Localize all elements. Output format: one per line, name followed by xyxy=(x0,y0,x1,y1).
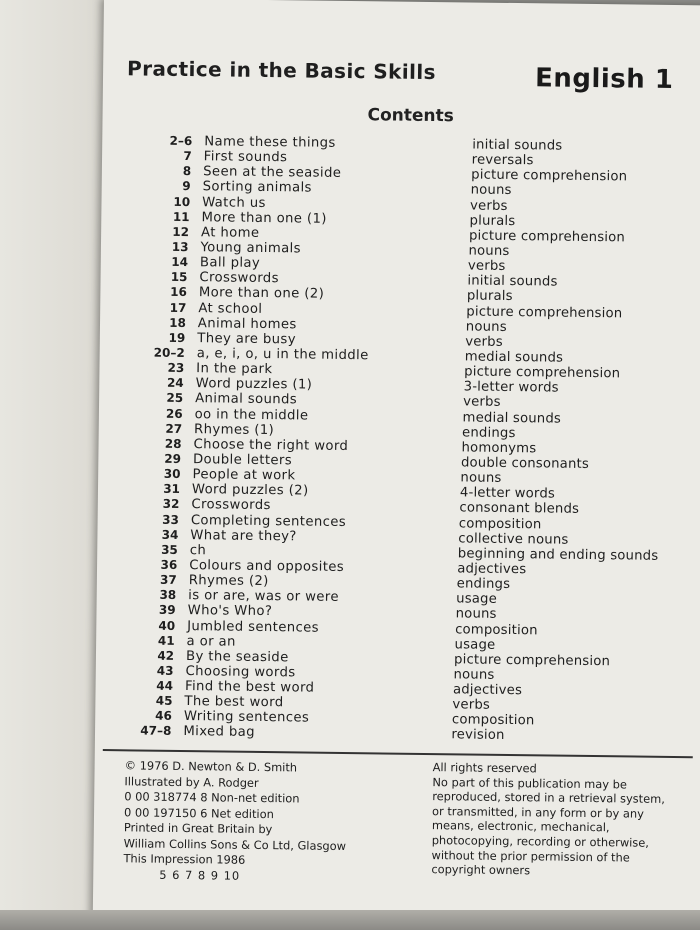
toc-page: 15 xyxy=(170,270,188,285)
toc-title: Animal sounds xyxy=(195,391,298,408)
publication-line: Illustrated by A. Rodger xyxy=(124,773,259,790)
toc-skill: collective nouns xyxy=(458,531,569,548)
toc-title: Crosswords xyxy=(199,270,279,287)
toc-page: 40 xyxy=(158,618,176,633)
toc-skill: medial sounds xyxy=(464,349,564,366)
toc-skill: medial sounds xyxy=(462,409,562,427)
copyright-line: or transmitted, in any form or by any xyxy=(432,803,644,821)
toc-title: Who's Who? xyxy=(187,603,273,620)
toc-skill: adjectives xyxy=(452,682,523,699)
toc-page: 9 xyxy=(182,179,191,194)
toc-title: Completing sentences xyxy=(190,512,347,530)
toc-skill: picture comprehension xyxy=(453,652,611,670)
toc-title: Double letters xyxy=(192,452,293,469)
toc-skill: picture comprehension xyxy=(466,303,623,321)
toc-skill: reversals xyxy=(471,152,534,169)
toc-page: 16 xyxy=(170,285,187,300)
publication-line: This Impression 1986 xyxy=(123,851,246,867)
toc-skill: composition xyxy=(455,621,538,638)
toc-page: 23 xyxy=(167,360,185,376)
toc-page: 11 xyxy=(172,209,190,224)
toc-skill: nouns xyxy=(453,667,495,683)
toc-page: 31 xyxy=(163,481,181,497)
page-edge-shadow xyxy=(0,910,700,930)
toc-title: Crosswords xyxy=(191,497,271,514)
toc-page: 41 xyxy=(157,633,175,648)
toc-page: 39 xyxy=(158,603,176,618)
toc-skill: adjectives xyxy=(457,561,527,578)
toc-title: At home xyxy=(200,225,260,241)
toc-title: Mixed bag xyxy=(183,724,256,741)
toc-page: 12 xyxy=(172,224,190,239)
toc-page: 10 xyxy=(173,194,191,209)
toc-title: ch xyxy=(189,542,207,559)
divider-rule xyxy=(103,749,693,758)
toc-title: Word puzzles (1) xyxy=(195,376,313,393)
toc-page: 14 xyxy=(171,254,189,270)
publication-line: 5 6 7 8 9 10 xyxy=(159,867,241,883)
toc-title: Animal homes xyxy=(197,315,297,333)
toc-skill: endings xyxy=(456,576,511,593)
toc-skill: consonant blends xyxy=(459,500,580,518)
toc-skill: composition xyxy=(458,515,542,532)
toc-title: Writing sentences xyxy=(183,709,310,726)
toc-title: Watch us xyxy=(202,194,266,211)
toc-skill: picture comprehension xyxy=(464,364,621,382)
toc-title: Colours and opposites xyxy=(189,558,345,575)
toc-page: 29 xyxy=(164,451,182,466)
toc-page: 17 xyxy=(169,300,187,315)
toc-skill: usage xyxy=(454,636,496,653)
toc-title: First sounds xyxy=(203,149,288,166)
toc-skill: verbs xyxy=(463,394,501,411)
toc-title: More than one (1) xyxy=(201,209,327,227)
toc-skill: revision xyxy=(451,727,505,744)
toc-page: 7 xyxy=(183,149,192,164)
book-title: Practice in the Basic Skills xyxy=(126,56,437,85)
copyright-line: reproduced, stored in a retrieval system, xyxy=(432,789,665,807)
copyright-notice xyxy=(431,760,688,880)
contents-page xyxy=(93,0,700,928)
publication-line: Printed in Great Britain by xyxy=(123,820,273,837)
toc-page: 32 xyxy=(162,497,180,512)
table-of-contents xyxy=(140,133,672,746)
toc-skill: 3-letter words xyxy=(463,379,559,396)
toc-title: At school xyxy=(198,300,263,317)
toc-page: 42 xyxy=(157,648,175,663)
toc-page: 37 xyxy=(159,572,177,588)
copyright-line: means, electronic, mechanical, xyxy=(431,818,610,835)
toc-page: 18 xyxy=(169,315,186,330)
toc-page: 34 xyxy=(161,527,179,542)
toc-page: 19 xyxy=(168,330,186,345)
toc-page: 26 xyxy=(165,406,183,421)
toc-title: What are they? xyxy=(190,527,297,545)
toc-title: By the seaside xyxy=(185,648,289,666)
toc-skill: double consonants xyxy=(460,455,590,472)
toc-page: 24 xyxy=(166,376,184,391)
copyright-line: All rights reserved xyxy=(432,760,537,776)
toc-page: 25 xyxy=(166,391,184,406)
toc-skill: beginning and ending sounds xyxy=(457,546,659,564)
toc-page: 44 xyxy=(156,678,174,693)
toc-title: Choose the right word xyxy=(193,436,349,454)
toc-title: Jumbled sentences xyxy=(187,618,320,636)
toc-page: 27 xyxy=(165,421,183,436)
toc-title: Sorting animals xyxy=(202,179,312,196)
toc-title: Rhymes (1) xyxy=(194,421,275,438)
toc-skill: nouns xyxy=(455,606,497,623)
toc-skill: nouns xyxy=(468,243,510,259)
toc-title: a or an xyxy=(186,633,236,650)
toc-page: 45 xyxy=(155,693,173,709)
copyright-line: photocopying, recording or otherwise, xyxy=(431,833,650,850)
copyright-line: copyright owners xyxy=(431,862,531,878)
toc-page: 36 xyxy=(160,557,178,572)
series-title: English 1 xyxy=(534,63,674,95)
toc-page: 28 xyxy=(164,436,182,451)
toc-title: More than one (2) xyxy=(198,285,325,303)
toc-title: Ball play xyxy=(199,255,261,272)
publication-details xyxy=(123,758,347,885)
toc-skill: nouns xyxy=(460,470,502,486)
toc-title: The best word xyxy=(184,694,284,711)
toc-skill: nouns xyxy=(470,182,512,199)
toc-page: 33 xyxy=(162,512,179,527)
toc-skill: verbs xyxy=(470,198,508,214)
toc-skill: homonyms xyxy=(461,440,537,457)
toc-skill: verbs xyxy=(465,334,503,350)
toc-skill: 4-letter words xyxy=(459,485,556,502)
publication-line: 0 00 318774 8 Non-net edition xyxy=(124,789,300,806)
toc-title: They are busy xyxy=(197,330,297,348)
toc-title: a, e, i, o, u in the middle xyxy=(196,346,369,364)
toc-title: Find the best word xyxy=(184,679,315,696)
contents-heading: Contents xyxy=(367,105,454,127)
toc-title: People at work xyxy=(192,467,296,484)
toc-skill: plurals xyxy=(469,213,516,229)
toc-page: 2–6 xyxy=(169,133,193,149)
toc-title: Seen at the seaside xyxy=(203,164,342,182)
copyright-line: No part of this publication may be xyxy=(432,774,627,792)
toc-skill: usage xyxy=(456,591,498,608)
toc-title: Choosing words xyxy=(185,663,296,681)
toc-page: 35 xyxy=(161,542,178,557)
toc-title: Word puzzles (2) xyxy=(191,482,309,499)
publication-line: William Collins Sons & Co Ltd, Glasgow xyxy=(123,835,347,853)
toc-page: 46 xyxy=(155,709,173,724)
publication-line: © 1976 D. Newton & D. Smith xyxy=(124,758,298,775)
toc-title: Rhymes (2) xyxy=(188,573,269,590)
toc-skill: verbs xyxy=(467,258,506,275)
toc-title: oo in the middle xyxy=(194,406,309,424)
toc-page: 8 xyxy=(182,164,192,179)
toc-skill: composition xyxy=(451,712,535,729)
toc-title: Name these things xyxy=(204,134,336,151)
toc-page: 13 xyxy=(171,239,189,255)
publication-line: 0 00 197150 6 Net edition xyxy=(123,804,274,821)
toc-page: 30 xyxy=(163,466,181,482)
toc-page: 38 xyxy=(159,587,177,603)
toc-skill: initial sounds xyxy=(472,137,563,154)
toc-skill: nouns xyxy=(465,319,507,335)
toc-page: 43 xyxy=(156,663,174,678)
toc-title: Young animals xyxy=(200,240,302,257)
copyright-line: without the prior permission of the xyxy=(431,847,630,865)
toc-skill: plurals xyxy=(466,288,513,305)
toc-skill: picture comprehension xyxy=(471,167,628,185)
toc-page: 47–8 xyxy=(140,723,172,739)
toc-skill: initial sounds xyxy=(467,273,558,290)
toc-title: In the park xyxy=(196,361,273,378)
toc-skill: verbs xyxy=(452,697,491,713)
toc-title: is or are, was or were xyxy=(188,588,339,606)
toc-skill: picture comprehension xyxy=(468,228,626,246)
toc-skill: endings xyxy=(461,425,516,441)
toc-page: 20–2 xyxy=(153,345,185,360)
